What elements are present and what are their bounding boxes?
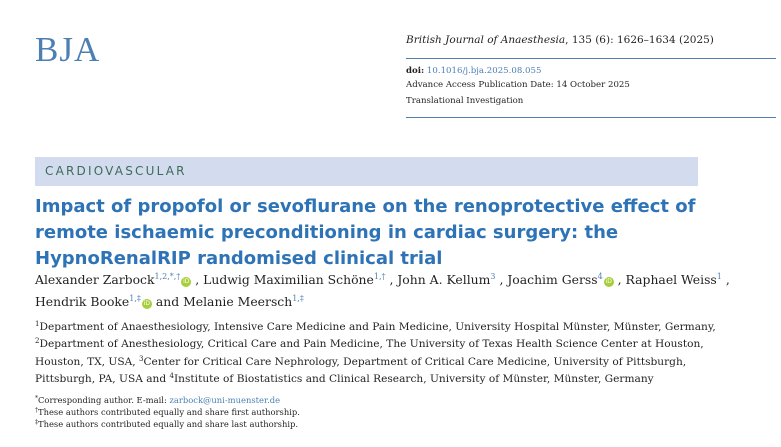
- doi-link[interactable]: 10.1016/j.bja.2025.08.055: [426, 66, 542, 76]
- corresponding-email-link[interactable]: zarbock@uni-muenster.de: [169, 395, 281, 405]
- publication-date: Advance Access Publication Date: 14 October 2025: [406, 80, 630, 90]
- volume-pages: , 135 (6): 1626–1634 (2025): [565, 34, 714, 46]
- affiliation-marker: 4: [169, 371, 174, 380]
- orcid-icon[interactable]: iD: [183, 278, 190, 285]
- article-type: Translational Investigation: [406, 96, 524, 106]
- category-banner: [35, 157, 698, 186]
- author: [397, 272, 495, 287]
- footnotes: [35, 395, 735, 430]
- author: [507, 272, 613, 287]
- affiliation: [170, 373, 654, 385]
- author: [35, 272, 191, 287]
- author-name: Melanie Meersch: [183, 294, 293, 309]
- journal-name: British Journal of Anaesthesia: [406, 34, 566, 46]
- author: [203, 272, 385, 287]
- affiliation-list: [35, 319, 735, 388]
- author-affiliation-marker: 1,‡: [292, 294, 304, 303]
- orcid-icon[interactable]: iD: [143, 300, 151, 307]
- meta-divider-bottom: [406, 117, 776, 118]
- affiliation-marker: 3: [138, 354, 144, 363]
- journal-logo: BJA: [35, 30, 101, 69]
- author-affiliation-marker: 1,‡: [129, 294, 141, 303]
- author-affiliation-marker: 4: [597, 272, 603, 281]
- author: [183, 294, 304, 309]
- author-name: John A. Kellum: [397, 272, 491, 287]
- affiliation-text: Institute of Biostatistics and Clinical Research, University of Münster, Münster, Germany: [173, 372, 654, 385]
- affiliation-marker: 2: [35, 337, 40, 346]
- author-name: Ludwig Maximilian Schöne: [203, 272, 374, 287]
- author-affiliation-marker: 3: [490, 272, 496, 281]
- author-name: Joachim Gerss: [507, 272, 598, 287]
- affiliation-text: Department of Anaesthesiology, Intensive Care Medicine and Pain Medicine, University Hospital Münster, Münster, Germany,: [39, 321, 716, 333]
- author: [626, 272, 722, 287]
- last-authorship-note: ‡These authors contributed equally and share last authorship.: [35, 418, 299, 429]
- author-affiliation-marker: 1,2,*,†: [154, 272, 181, 281]
- meta-divider-top: [406, 58, 776, 59]
- author-affiliation-marker: 1: [716, 272, 722, 281]
- author-name: Hendrik Booke: [35, 294, 130, 309]
- author-name: Raphael Weiss: [625, 272, 717, 287]
- corresponding-author-note: *Corresponding author. E-mail: zarbock@uni-muenster.de: [35, 395, 281, 405]
- doi-label: doi:: [406, 66, 425, 76]
- doi-line: [406, 66, 541, 76]
- article-title: Impact of propofol or sevoflurane on the renoprotective effect of remote ischaemic preconditioning in cardiac surgery: the HypnoRenalRIP randomised clinical trial: [35, 196, 696, 269]
- orcid-icon[interactable]: iD: [605, 278, 612, 285]
- affiliation: [35, 321, 716, 333]
- affiliation-marker: 1: [35, 320, 40, 328]
- category-label: CARDIOVASCULAR: [45, 164, 187, 178]
- first-authorship-note: †These authors contributed equally and share first authorship.: [35, 406, 300, 417]
- author-affiliation-marker: 1,†: [373, 272, 386, 281]
- author-list: Alexander Zarbock$^{1,2,*,\dagger}$iD , Ludwig Maximilian Schöne$^{1,\dagger}$ , John A. Kellum$^3$ , Joachim Gerss$^4$iD , Raphael Weiss$^1$ , Hendrik Booke$^{1,\ddagger}$iD and Melanie Meersch$^{1,\ddagger}$: [35, 272, 730, 309]
- affiliation-text: Center for Critical Care Nephrology, Department of Critical Care Medicine, University of Pittsburgh, Pittsburgh, PA, USA and: [35, 355, 687, 385]
- author-name: Alexander Zarbock: [35, 272, 155, 287]
- journal-citation: [406, 34, 714, 46]
- affiliation-text: Department of Anesthesiology, Critical Care and Pain Medicine, The University of Texas Health Science Center at Houston, Houston, TX, USA,: [35, 338, 704, 368]
- author: [35, 294, 152, 309]
